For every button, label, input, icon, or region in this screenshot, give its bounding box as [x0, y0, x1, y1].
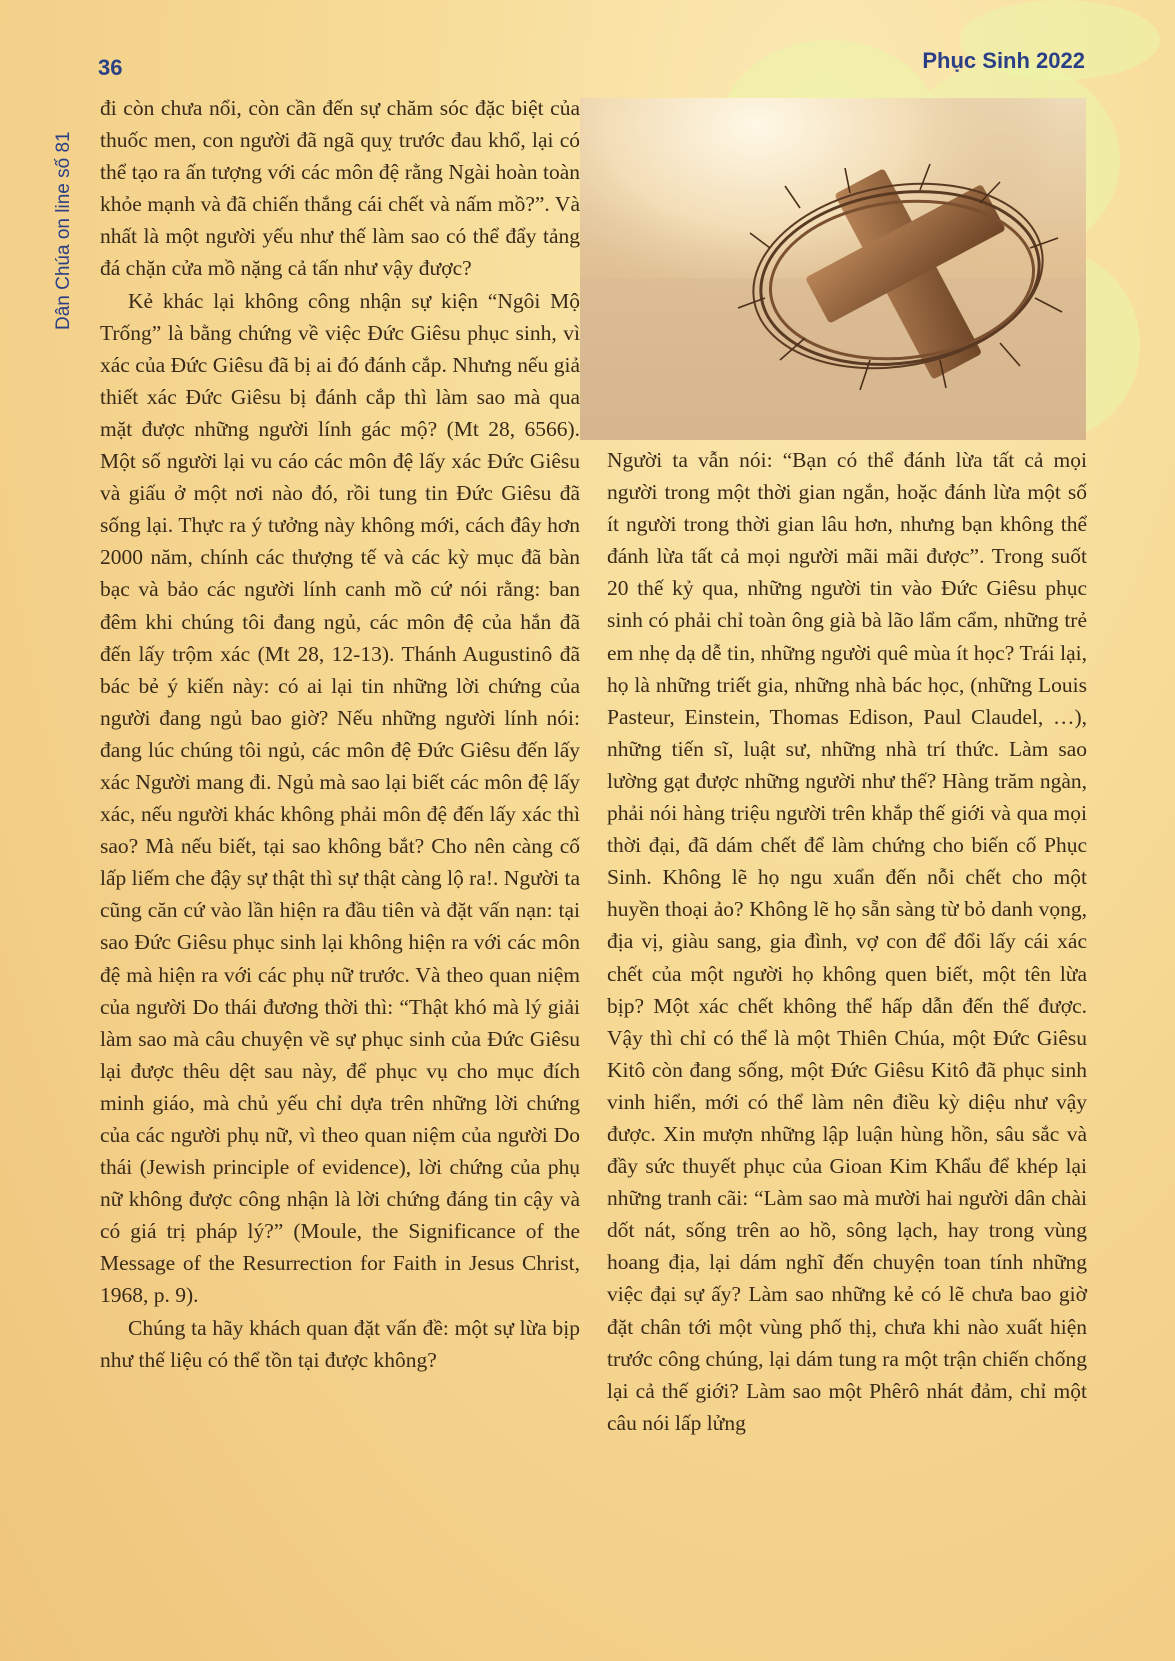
paragraph: Chúng ta hãy khách quan đặt vấn đề: một sự lừa bịp như thế liệu có thể tồn tại được không?	[100, 1315, 580, 1372]
right-text-column	[607, 444, 1087, 1439]
paragraph: Người ta vẫn nói: “Bạn có thể đánh lừa tất cả mọi người trong một thời gian ngắn, hoặc đánh lừa một số ít người trong thời gian lâu hơn, nhưng bạn không thể đánh lừa tất cả mọi người mãi mãi được”. Trong suốt 20 thế kỷ qua, những người tin vào Đức Giêsu phục sinh có phải chỉ toàn ông già bà lão lẩm cẩm, những trẻ em nhẹ dạ dễ tin, những người quê mùa ít học? Trái lại, họ là những triết gia, những nhà bác học, (những Louis Pasteur, Einstein, Thomas Edison, Paul Claudel, …), những tiến sĩ, luật sư, những nhà trí thức. Làm sao lường gạt được những người như thế? Hàng trăm ngàn, phải nói hàng triệu người trên khắp thế giới và qua mọi thời đại, đã dám chết để làm chứng cho biến cố Phục Sinh. Không lẽ họ ngu xuẩn đến nỗi chết cho một huyền thoại ảo? Không lẽ họ sẵn sàng từ bỏ danh vọng, địa vị, giàu sang, gia đình, vợ con để đổi lấy cái xác chết của một người họ không quen biết, một tên lừa bịp? Một xác chết không thể hấp dẫn đến thế được. Vậy thì chỉ có thể là một Thiên Chúa, một Đức Giêsu Kitô còn đang sống, một Đức Giêsu Kitô đã phục sinh vinh hiển, mới có thể làm nên điều kỳ diệu như vậy được. Xin mượn những lập luận hùng hồn, sâu sắc và đầy sức thuyết phục của Gioan Kim Khẩu để khép lại những tranh cãi: “Làm sao mà mười hai người dân chài dốt nát, sống trên ao hồ, sông lạch, hay trong vùng hoang địa, lại dám nghĩ đến chuyện toan tính những việc đại sự ấy? Làm sao những kẻ có lẽ chưa bao giờ đặt chân tới một vùng phố thị, chưa khi nào xuất hiện trước công chúng, lại dám tung ra một trận chiến chống lại cả thế giới? Làm sao một Phêrô nhát đảm, chỉ một câu nói lấp lửng	[607, 448, 1087, 1435]
page-number: 36	[98, 55, 123, 80]
paragraph: đi còn chưa nổi, còn cần đến sự chăm sóc đặc biệt của thuốc men, con người đã ngã quỵ trước đau khổ, lại có thể tạo ra ấn tượng với các môn đệ rằng Ngài hoàn toàn khỏe mạnh và đã chiến thắng cái chết và nấm mồ?”. Và nhất là một người yếu như thế làm sao có thể đẩy tảng đá chặn cửa mồ nặng cả tấn như vậy được?	[100, 96, 580, 281]
left-text-column	[100, 92, 580, 1376]
paragraph: Kẻ khác lại không công nhận sự kiện “Ngôi Mộ Trống” là bằng chứng về việc Đức Giêsu phục sinh, vì xác của Đức Giêsu đã bị ai đó đánh cắp. Nhưng nếu giả thiết xác Đức Giêsu bị đánh cắp thì làm sao mà qua mặt được những người lính gác mộ? (Mt 28, 6566). Một số người lại vu cáo các môn đệ lấy xác Đức Giêsu và giấu ở một nơi nào đó, rồi tung tin Đức Giêsu đã sống lại. Thực ra ý tưởng này không mới, cách đây hơn 2000 năm, chính các thượng tế và các kỳ mục đã bàn bạc và bảo các người lính canh mồ cứ nói rằng: ban đêm khi chúng tôi đang ngủ, các môn đệ của hắn đã đến lấy trộm xác (Mt 28, 12-13). Thánh Augustinô đã bác bẻ ý kiến này: có ai lại tin những lời chứng của người đang ngủ bao giờ? Nếu những người lính nói: đang lúc chúng tôi ngủ, các môn đệ Đức Giêsu đến lấy xác Người mang đi. Ngủ mà sao lại biết các môn đệ lấy xác, nếu người khác không phải môn đệ đến lấy xác thì sao? Mà nếu biết, tại sao không bắt? Cho nên càng cố lấp liếm che đậy sự thật thì sự thật càng lộ ra!. Người ta cũng căn cứ vào lần hiện ra đầu tiên và đặt vấn nạn: tại sao Đức Giêsu phục sinh lại không hiện ra với các môn đệ mà hiện ra với các phụ nữ trước. Và theo quan niệm của người Do thái đương thời thì: “Thật khó mà lý giải làm sao mà câu chuyện về sự phục sinh của Đức Giêsu lại được thêu dệt sau này, để phục vụ cho mục đích minh giáo, mà chủ yếu chỉ dựa trên những lời chứng của các người phụ nữ, vì theo quan niệm của người Do thái (Jewish principle of evidence), lời chứng của phụ nữ không được công nhận là lời chứng đáng tin cậy và có giá trị pháp lý?” (Moule, the Significance of the Message of the Resurrection for Faith in Jesus Christ, 1968, p. 9).	[100, 288, 580, 1308]
side-label: Dân Chúa on line số 81	[53, 131, 74, 330]
crown-of-thorns-photo	[580, 98, 1086, 440]
crown-of-thorns-illustration	[580, 98, 1086, 440]
issue-title: Phục Sinh 2022	[922, 48, 1085, 73]
